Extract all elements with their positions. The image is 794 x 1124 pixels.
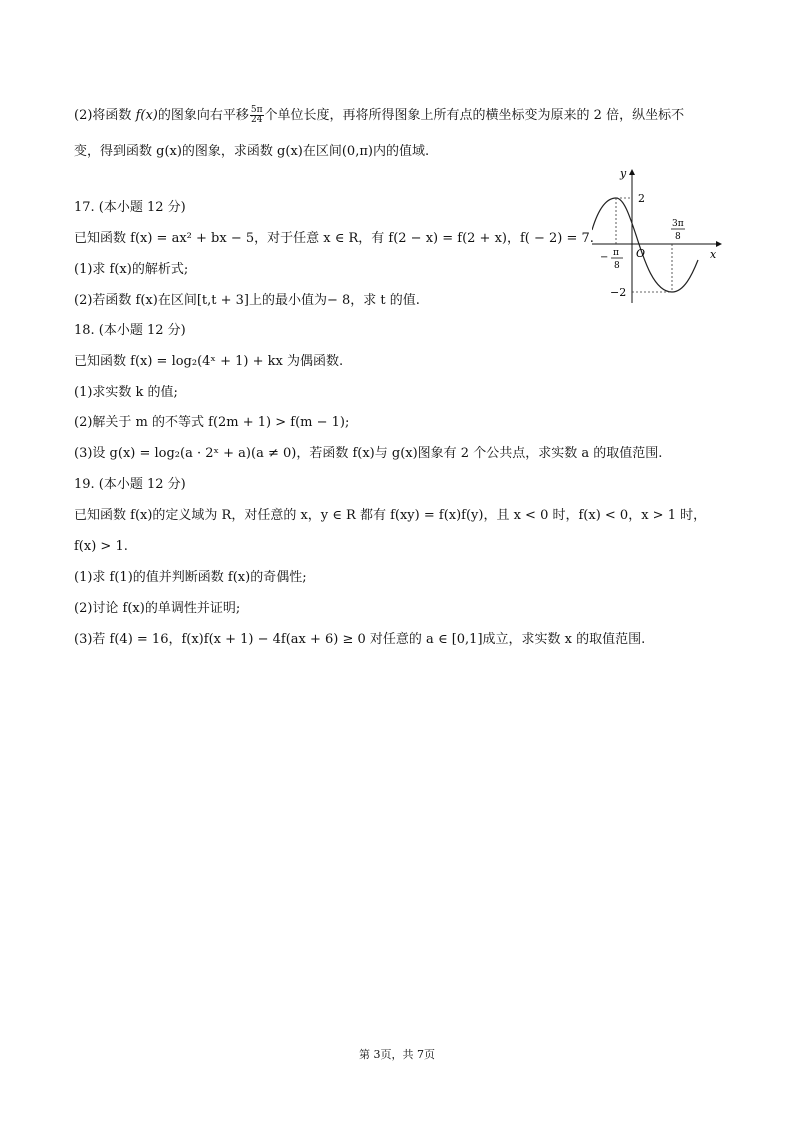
page-footer: 第 3页，共 7页 (359, 1048, 435, 1061)
x-axis-label: x (710, 248, 717, 261)
left-tick-denominator: 8 (614, 261, 620, 271)
q16-part2-line1 (74, 106, 684, 125)
q18-part3: (3)设 g(x) = log₂(a · 2ˣ + a)(a ≠ 0)，若函数 f(x)与 g(x)图象有 2 个公共点，求实数 a 的取值范围. (74, 446, 663, 461)
q19-stem-line1: 已知函数 f(x)的定义域为 R，对任意的 x，y ∈ R 都有 f(xy) = f(x)f(y)，且 x < 0 时，f(x) < 0，x > 1 时， (74, 508, 707, 523)
q17-part2: (2)若函数 f(x)在区间[t,t + 3]上的最小值为− 8，求 t 的值. (74, 293, 420, 308)
min-value-label: −2 (610, 286, 627, 299)
left-tick-numerator: π (613, 248, 619, 258)
shift-fraction (250, 106, 264, 125)
q18-part1: (1)求实数 k 的值; (74, 385, 178, 400)
q19-stem-line2: f(x) > 1. (74, 539, 128, 554)
origin-label: O (636, 247, 646, 260)
q17-header: 17. (本小题 12 分) (74, 200, 186, 215)
q19-part3: (3)若 f(4) = 16，f(x)f(x + 1) − 4f(ax + 6) ≥ 0 对任意的 a ∈ [0,1]成立，求实数 x 的取值范围. (74, 632, 646, 647)
q18-stem: 已知函数 f(x) = log₂(4ˣ + 1) + kx 为偶函数. (74, 354, 344, 369)
q18-part2: (2)解关于 m 的不等式 f(2m + 1) > f(m − 1); (74, 415, 350, 430)
right-tick-denominator: 8 (675, 232, 681, 242)
left-tick-sign: − (600, 252, 609, 263)
max-value-label: 2 (638, 192, 645, 205)
q19-part2: (2)讨论 f(x)的单调性并证明; (74, 601, 241, 616)
q16-part2-line2: 变，得到函数 g(x)的图象，求函数 g(x)在区间(0,π)内的值域. (74, 144, 430, 159)
q18-header: 18. (本小题 12 分) (74, 323, 186, 338)
q17-stem: 已知函数 f(x) = ax² + bx − 5，对于任意 x ∈ R，有 f(2 − x) = f(2 + x)，f( − 2) = 7. (74, 231, 594, 246)
q17-part1: (1)求 f(x)的解析式; (74, 262, 189, 277)
shift-fraction-numerator: 5π (250, 105, 263, 115)
q16-part2-prefix: (2)将函数 (74, 108, 136, 123)
shift-fraction-denominator: 24 (250, 115, 263, 125)
sine-graph-figure (592, 165, 724, 305)
q19-part1: (1)求 f(1)的值并判断函数 f(x)的奇偶性; (74, 570, 307, 585)
q16-part2-fx: f(x) (135, 108, 158, 123)
q16-part2-mid: 的图象向右平移 (157, 108, 249, 123)
y-axis-label: y (620, 167, 627, 180)
q16-part2-suffix: 个单位长度，再将所得图象上所有点的横坐标变为原来的 2 倍，纵坐标不 (264, 108, 685, 123)
y-axis-arrow-icon (629, 169, 635, 175)
sine-curve (592, 198, 698, 292)
x-axis-arrow-icon (716, 241, 722, 247)
right-tick-numerator: 3π (672, 219, 684, 229)
q19-header: 19. (本小题 12 分) (74, 477, 186, 492)
